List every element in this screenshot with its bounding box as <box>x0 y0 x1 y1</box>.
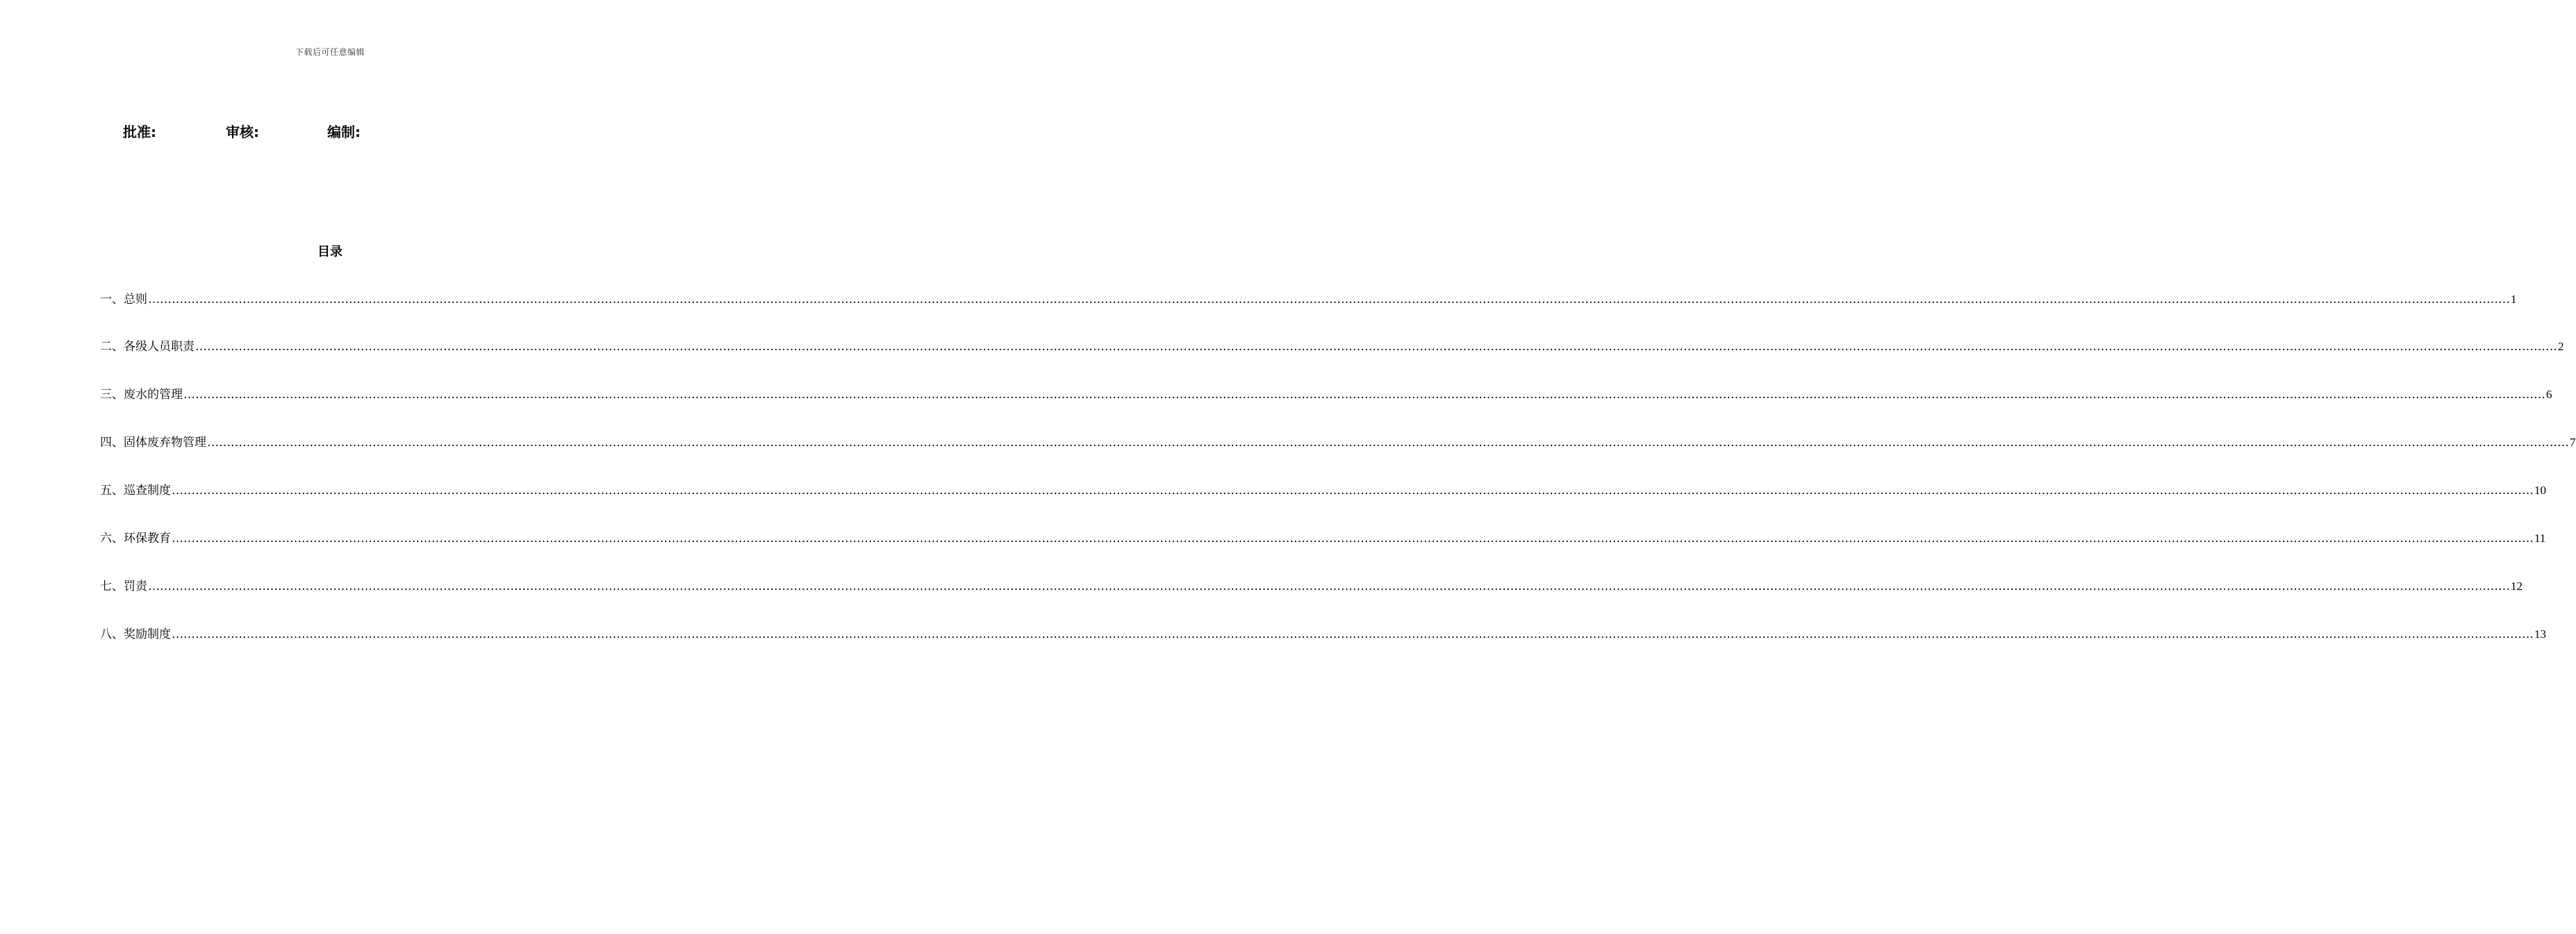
toc-leader: …………………………………………………………………………………………………………………………………………………………………………………………………………………………………………………………………………………………………………………………………………………………………………………………………………………………………………………………………………………………………………………………………………………… <box>148 580 2510 593</box>
review-label: 审核: <box>226 124 259 140</box>
header-note: 下载后可任意编辑 <box>295 47 365 57</box>
toc-item[interactable] <box>100 578 2523 595</box>
toc-leader: …………………………………………………………………………………………………………………………………………………………………………………………………………………………………………………………………………………………………………………………………………………………………………………………………………………………………………………………………………………………………………………………………………………… <box>172 532 2534 546</box>
toc-item-page: 13 <box>2534 628 2546 641</box>
toc-item-page: 1 <box>2511 293 2517 306</box>
toc-leader: …………………………………………………………………………………………………………………………………………………………………………………………………………………………………………………………………………………………………………………………………………………………………………………………………………………………………………………………………………………………………………………………………………………… <box>183 388 2545 402</box>
toc-item-page: 6 <box>2546 388 2552 401</box>
toc-leader: …………………………………………………………………………………………………………………………………………………………………………………………………………………………………………………………………………………………………………………………………………………………………………………………………………………………………………………………………………………………………………………………………………………… <box>148 293 2510 306</box>
toc-item[interactable] <box>100 626 2546 643</box>
toc-item-page: 10 <box>2534 484 2546 497</box>
toc-item-label: 二、各级人员职责 <box>100 340 195 354</box>
approve-label: 批准: <box>123 124 156 140</box>
approval-row <box>0 121 660 142</box>
toc-item-label: 三、废水的管理 <box>100 388 183 402</box>
toc-item-label: 一、总则 <box>100 293 147 306</box>
toc-item[interactable] <box>100 482 2546 499</box>
toc-leader: …………………………………………………………………………………………………………………………………………………………………………………………………………………………………………………………………………………………………………………………………………………………………………………………………………………………………………………………………………………………………………………………………………………… <box>172 484 2534 498</box>
toc-item[interactable] <box>100 291 2517 308</box>
toc-title: 目录 <box>317 245 342 259</box>
toc-item-page: 11 <box>2534 532 2546 545</box>
toc-item-page: 2 <box>2558 340 2564 353</box>
toc-item-label: 五、巡查制度 <box>100 484 171 498</box>
toc-item[interactable] <box>100 386 2552 403</box>
toc-item-label: 七、罚责 <box>100 580 147 593</box>
toc-item-label: 四、固体废弃物管理 <box>100 436 206 450</box>
toc-leader: …………………………………………………………………………………………………………………………………………………………………………………………………………………………………………………………………………………………………………………………………………………………………………………………………………………………………………………………………………………………………………………………………………………… <box>172 628 2534 641</box>
toc-leader: …………………………………………………………………………………………………………………………………………………………………………………………………………………………………………………………………………………………………………………………………………………………………………………………………………………………………………………………………………………………………………………………………………………… <box>195 340 2557 354</box>
compile-label: 编制: <box>327 124 361 140</box>
toc-item-page: 7 <box>2570 436 2576 449</box>
toc-leader: …………………………………………………………………………………………………………………………………………………………………………………………………………………………………………………………………………………………………………………………………………………………………………………………………………………………………………………………………………………………………………………………………………………… <box>207 436 2569 450</box>
toc-item[interactable] <box>100 434 2576 451</box>
toc-item[interactable] <box>100 530 2546 547</box>
toc-item-page: 12 <box>2511 580 2523 593</box>
toc-item-label: 六、环保教育 <box>100 532 171 546</box>
toc-item[interactable] <box>100 338 2564 355</box>
toc-item-label: 八、奖励制度 <box>100 628 171 641</box>
